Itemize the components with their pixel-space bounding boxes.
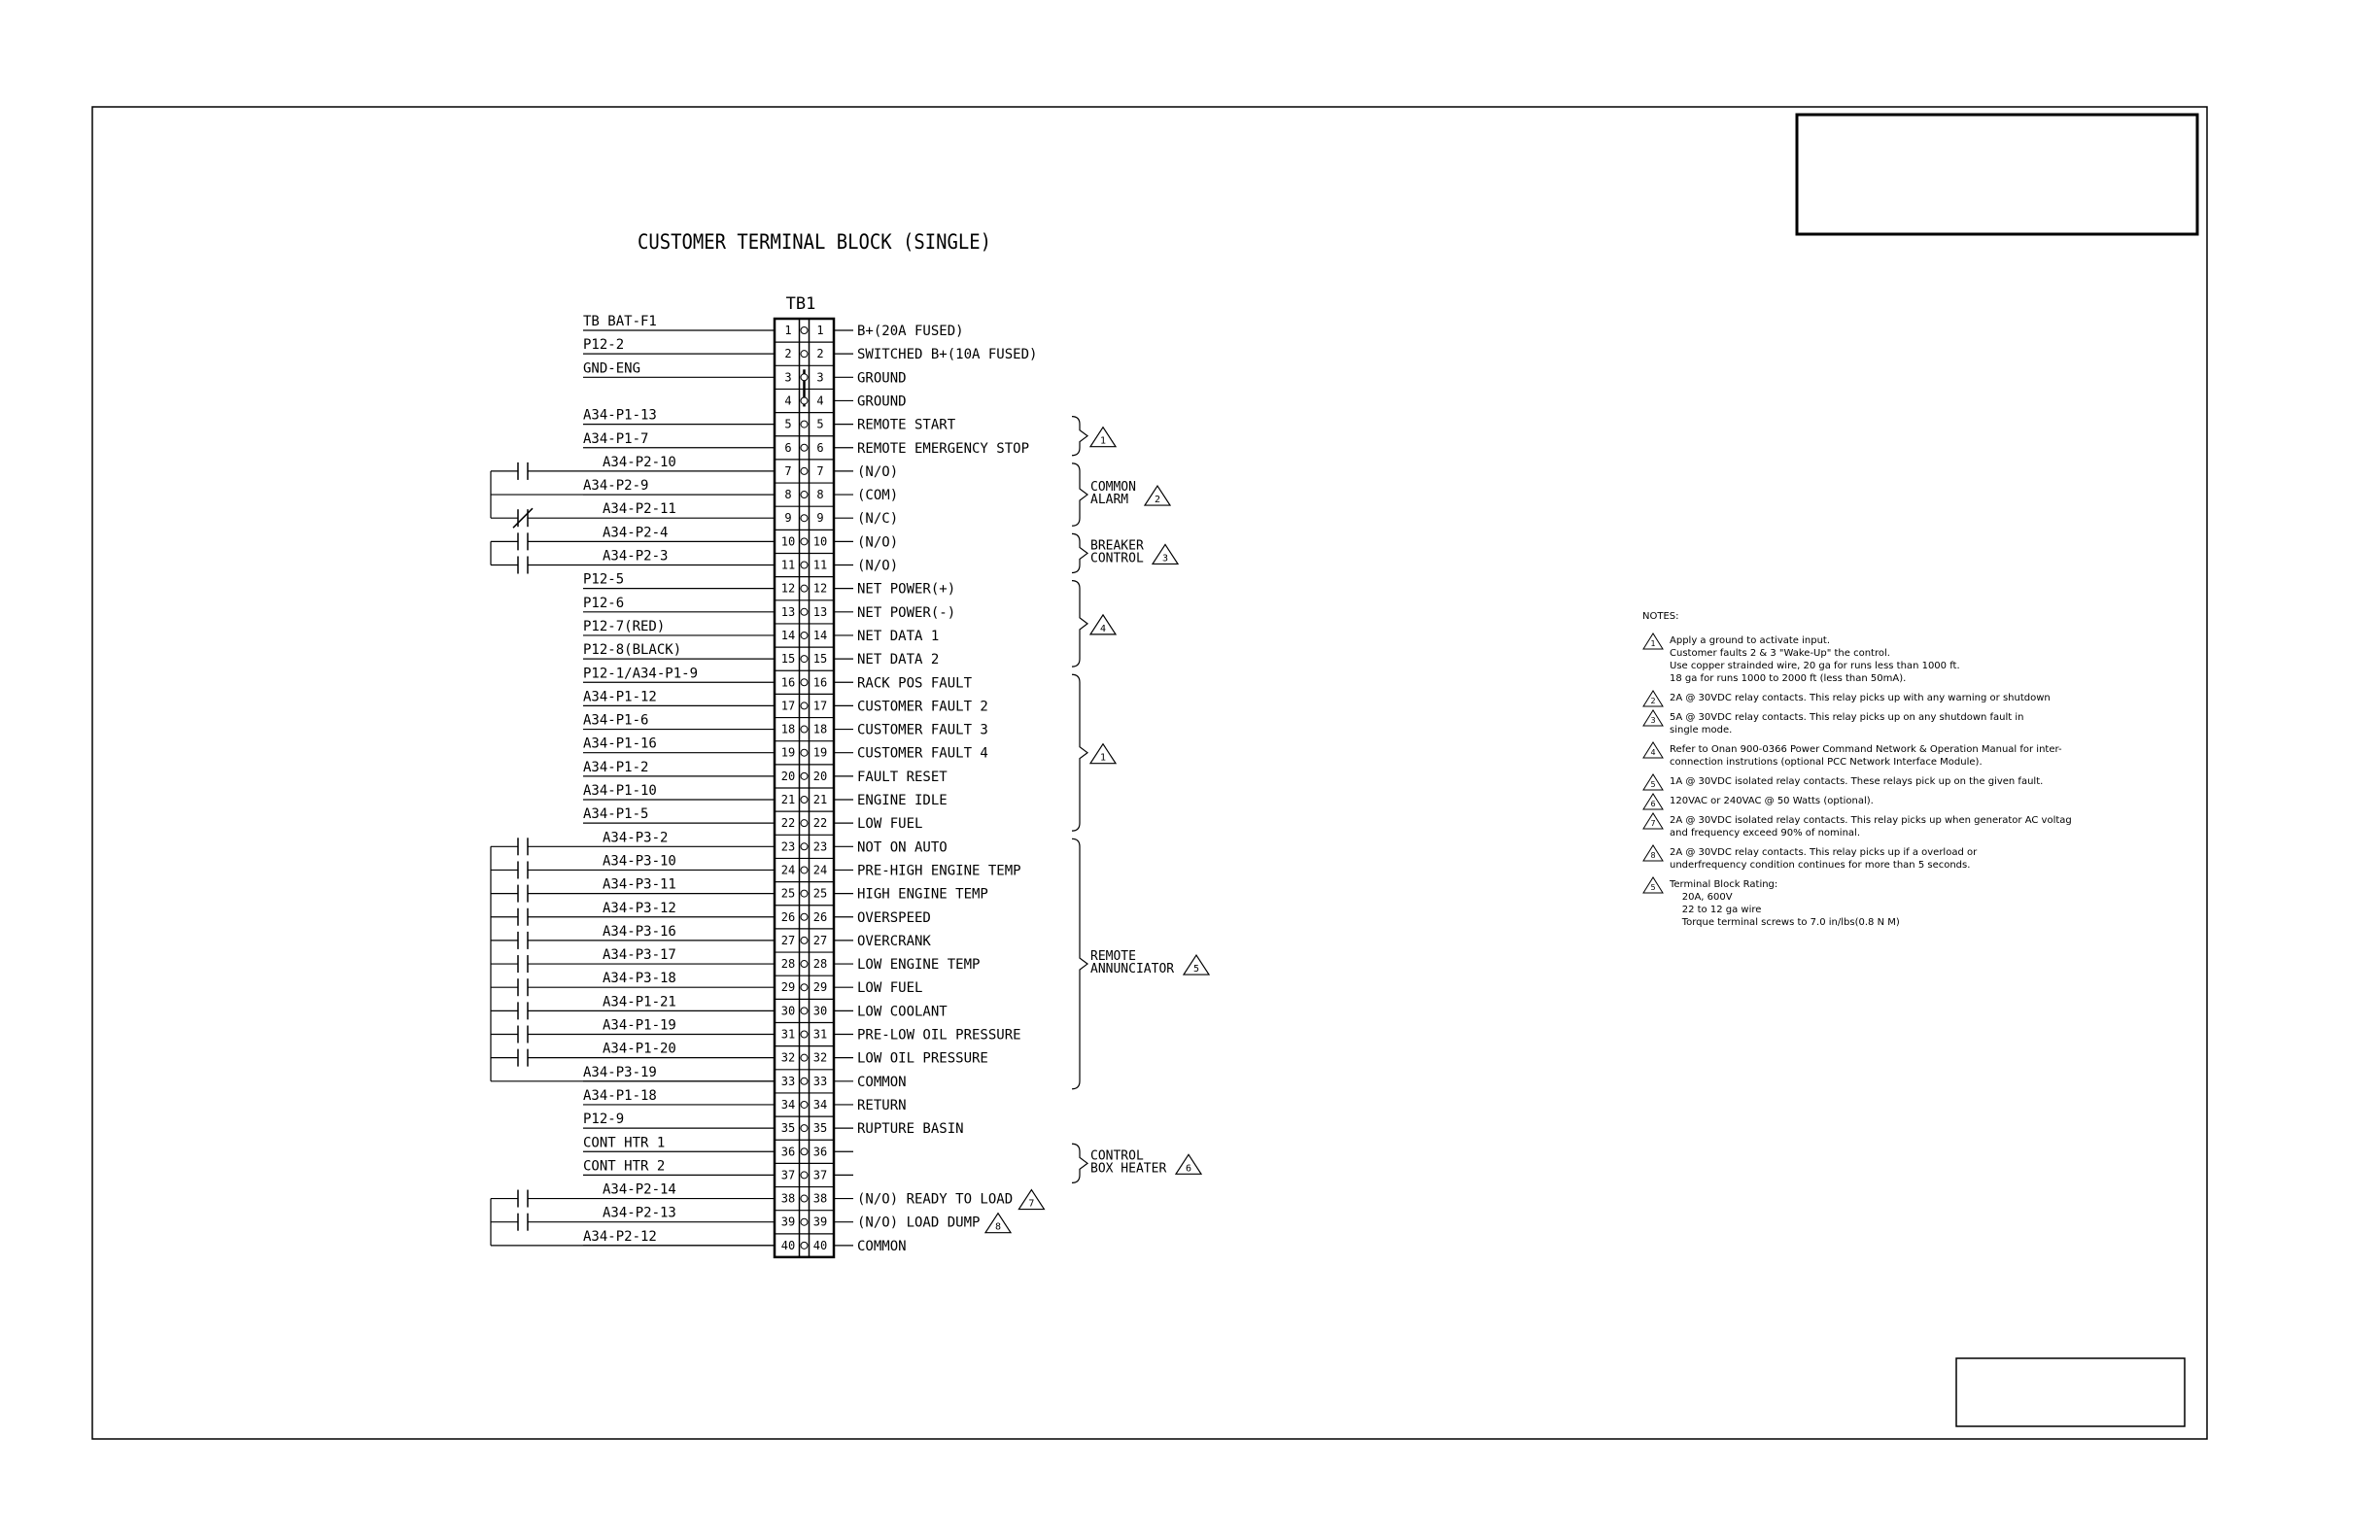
terminal-number-right: 6 [816,440,824,455]
terminal-function-label: (N/O) [857,534,899,551]
note-text-line: Use copper strainded wire, 20 ga for runs less than 1000 ft. [1670,661,1960,671]
group-note-marker-number: 2 [1154,495,1161,506]
terminal-number-left: 24 [780,863,796,877]
left-wire-label: A34-P3-17 [603,947,676,964]
terminal-number-right: 7 [816,463,824,478]
terminal-number-right: 3 [816,370,824,385]
note-text-line: single mode. [1670,725,1733,736]
terminal-number-left: 33 [780,1074,796,1088]
note-marker-number: 1 [1650,639,1656,648]
terminal-number-left: 11 [780,558,796,572]
group-brace [1072,1144,1087,1182]
terminal-number-right: 18 [812,722,828,736]
terminal-number-right: 29 [812,980,828,995]
terminal-number-left: 28 [780,957,796,972]
left-wire-label: A34-P1-20 [603,1041,676,1057]
terminal-number-left: 2 [784,347,792,361]
terminal-number-right: 35 [812,1121,828,1136]
terminal-number-left: 38 [780,1191,796,1206]
note-text-line: 2A @ 30VDC isolated relay contacts. This relay picks up when generator AC voltag [1670,815,2072,826]
terminal-number-right: 31 [812,1027,828,1042]
terminal-screw-icon [801,351,808,358]
group-label-line1: COMMON [1090,480,1136,496]
note-marker [1642,633,1664,650]
terminal-number-right: 21 [812,793,828,806]
note-text-line: 18 ga for runs 1000 to 2000 ft (less than 50mA). [1670,673,1907,684]
terminal-number-right: 39 [812,1215,828,1229]
note-text-line: Terminal Block Rating: [1670,879,1778,890]
inline-note-marker-number: 7 [1028,1198,1035,1210]
terminal-number-left: 17 [780,699,796,713]
terminal-number-right: 15 [812,652,828,667]
terminal-number-right: 28 [812,957,828,972]
note-item [1642,846,2187,872]
terminal-number-right: 2 [816,347,824,361]
terminal-function-label: OVERSPEED [857,909,931,926]
terminal-function-label: (COM) [857,488,899,504]
note-marker-number: 5 [1650,883,1656,892]
terminal-screw-icon [801,1031,808,1038]
note-marker [1642,741,1664,759]
title-box [1797,115,2197,234]
terminal-number-left: 25 [780,886,796,901]
terminal-number-left: 35 [780,1121,796,1136]
note-text-line: Apply a ground to activate input. [1670,635,1831,646]
terminal-function-label: (N/C) [857,511,899,528]
left-wire-label: A34-P1-16 [583,736,657,752]
terminal-screw-icon [801,562,808,568]
left-wire-label: A34-P3-19 [583,1064,657,1080]
left-wire-label: GND-ENG [583,360,641,377]
terminal-function-label: NET POWER(+) [857,581,956,598]
left-wire-label: A34-P1-10 [583,783,657,799]
terminal-function-label: FAULT RESET [857,769,948,785]
note-item [1642,775,2187,788]
terminal-screw-icon [801,632,808,638]
note-marker [1642,690,1664,707]
terminal-function-label: LOW FUEL [857,816,923,833]
note-marker [1642,812,1664,830]
note-text-line: Torque terminal screws to 7.0 in/lbs(0.8 N M) [1670,917,1900,928]
terminal-number-right: 19 [812,745,828,760]
terminal-number-right: 16 [812,675,828,690]
terminal-screw-icon [801,327,808,334]
group-note-marker-number: 6 [1185,1163,1192,1175]
terminal-function-label: REMOTE START [857,417,956,433]
terminal-number-left: 32 [780,1050,796,1065]
terminal-screw-icon [801,797,808,804]
terminal-screw-icon [801,1148,808,1155]
terminal-number-left: 39 [780,1215,796,1229]
note-marker-number: 3 [1650,716,1656,725]
terminal-screw-icon [801,608,808,615]
terminal-screw-icon [801,1078,808,1084]
terminal-number-right: 11 [812,558,828,572]
note-text-line: 2A @ 30VDC relay contacts. This relay picks up if a overload or [1670,847,1978,858]
terminal-function-label: PRE-LOW OIL PRESSURE [857,1027,1021,1044]
note-text-line: underfrequency condition continues for more than 5 seconds. [1670,860,1971,871]
terminal-number-left: 36 [780,1145,796,1159]
group-label-line2: CONTROL [1090,551,1144,566]
left-wire-label: P12-1/A34-P1-9 [583,666,699,682]
terminal-number-left: 5 [784,417,792,431]
group-note-marker-number: 5 [1192,964,1200,975]
group-brace [1072,674,1087,831]
terminal-number-left: 8 [784,488,792,502]
terminal-function-label: GROUND [857,370,907,387]
left-wire-label: A34-P3-2 [603,830,669,846]
terminal-number-left: 7 [784,463,792,478]
terminal-function-label: LOW FUEL [857,980,923,997]
left-wire-label: P12-7(RED) [583,618,666,634]
terminal-function-label: SWITCHED B+(10A FUSED) [857,347,1038,363]
terminal-function-label: (N/O) READY TO LOAD [857,1191,1014,1208]
terminal-number-right: 1 [816,324,824,337]
left-wire-label: A34-P2-14 [603,1181,676,1198]
terminal-number-right: 36 [812,1145,828,1159]
terminal-screw-icon [801,1242,808,1249]
left-wire-label: A34-P1-6 [583,712,649,729]
terminal-screw-icon [801,726,808,733]
terminal-screw-icon [801,467,808,474]
left-wire-label: P12-2 [583,337,625,354]
note-text-line: 20A, 600V [1670,892,1733,903]
note-text-line: Customer faults 2 & 3 "Wake-Up" the control. [1670,648,1890,659]
terminal-screw-icon [801,1101,808,1108]
revision-box [1956,1358,2185,1426]
left-wire-label: A34-P1-19 [603,1017,676,1034]
terminal-function-label: CUSTOMER FAULT 3 [857,722,988,738]
terminal-number-right: 30 [812,1004,828,1018]
note-text-line: 2A @ 30VDC relay contacts. This relay picks up with any warning or shutdown [1670,693,2051,703]
terminal-screw-icon [801,937,808,943]
terminal-screw-icon [801,585,808,592]
left-wire-label: A34-P2-3 [603,548,669,565]
terminal-screw-icon [801,1125,808,1132]
group-brace [1072,417,1087,456]
terminal-number-left: 12 [780,581,796,596]
group-note-marker-number: 4 [1099,623,1107,634]
note-marker-number: 7 [1650,819,1656,828]
terminal-number-left: 19 [780,745,796,760]
terminal-number-right: 10 [812,534,828,549]
note-marker [1642,876,1664,894]
left-wire-label: A34-P1-12 [583,689,657,705]
notes-title: NOTES: [1642,611,1679,622]
terminal-number-right: 5 [816,417,824,431]
terminal-number-left: 37 [780,1168,796,1182]
terminal-number-right: 32 [812,1050,828,1065]
terminal-block [491,314,1209,1257]
terminal-number-right: 12 [812,581,828,596]
note-text-line: 5A @ 30VDC relay contacts. This relay picks up on any shutdown fault in [1670,712,2024,723]
terminal-number-left: 14 [780,628,796,642]
group-brace [1072,533,1087,572]
terminal-function-label: (N/O) [857,558,899,574]
notes-panel [1642,610,2187,936]
terminal-screw-icon [801,772,808,779]
terminal-number-right: 22 [812,816,828,831]
note-marker [1642,709,1664,727]
terminal-function-label: HIGH ENGINE TEMP [857,886,988,903]
left-wire-label: P12-9 [583,1112,625,1128]
terminal-screw-icon [801,890,808,897]
terminal-number-right: 13 [812,604,828,619]
note-marker-number: 4 [1650,748,1656,757]
terminal-function-label: CUSTOMER FAULT 4 [857,745,988,762]
group-brace [1072,838,1087,1089]
terminal-number-right: 23 [812,839,828,854]
terminal-screw-icon [801,867,808,873]
left-wire-label: A34-P2-13 [603,1205,676,1221]
terminal-number-right: 34 [812,1097,828,1112]
terminal-number-left: 15 [780,652,796,667]
note-item [1642,711,2187,736]
left-wire-label: A34-P1-13 [583,407,657,424]
group-note-marker-number: 1 [1099,435,1107,447]
left-wire-label: A34-P3-12 [603,900,676,916]
terminal-function-label: (N/O) LOAD DUMP [857,1215,981,1231]
terminal-number-left: 22 [780,816,796,831]
terminal-number-left: 20 [780,769,796,783]
group-label-line2: ALARM [1090,493,1129,508]
left-wire-label: P12-8(BLACK) [583,642,682,659]
group-label-line1: REMOTE [1090,949,1136,965]
terminal-screw-icon [801,984,808,991]
terminal-number-right: 40 [812,1238,828,1252]
note-marker-number: 2 [1650,697,1656,705]
left-wire-label: A34-P3-16 [603,923,676,940]
terminal-number-right: 8 [816,488,824,502]
left-wire-label: TB BAT-F1 [583,314,657,329]
left-wire-label: A34-P2-12 [583,1228,657,1245]
note-item [1642,743,2187,769]
terminal-function-label: COMMON [857,1238,907,1254]
left-wire-label: A34-P1-21 [603,994,676,1010]
terminal-function-label: LOW COOLANT [857,1004,948,1020]
terminal-screw-icon [801,679,808,686]
diagram-title: CUSTOMER TERMINAL BLOCK (SINGLE) [638,230,991,254]
left-wire-label: CONT HTR 1 [583,1135,666,1151]
note-marker-number: 6 [1650,800,1656,808]
terminal-function-label: REMOTE EMERGENCY STOP [857,440,1030,457]
left-wire-label: CONT HTR 2 [583,1158,666,1175]
terminal-screw-icon [801,1195,808,1202]
terminal-screw-icon [801,702,808,709]
terminal-screw-icon [801,1008,808,1014]
group-label-line1: CONTROL [1090,1148,1144,1164]
left-wire-label: A34-P2-10 [603,454,676,470]
terminal-function-label: B+(20A FUSED) [857,324,964,339]
terminal-function-label: COMMON [857,1074,907,1090]
terminal-function-label: RUPTURE BASIN [857,1121,964,1138]
terminal-number-left: 3 [784,370,792,385]
note-item [1642,814,2187,839]
left-wire-label: A34-P1-5 [583,806,649,823]
group-brace [1072,463,1087,526]
left-wire-label: A34-P3-18 [603,971,676,987]
note-marker-number: 8 [1650,851,1656,860]
note-text-line: 120VAC or 240VAC @ 50 Watts (optional). [1670,796,1874,806]
terminal-number-left: 10 [780,534,796,549]
terminal-function-label: OVERCRANK [857,933,931,949]
group-label-line2: ANNUNCIATOR [1090,962,1175,977]
terminal-number-right: 33 [812,1074,828,1088]
left-wire-label: A34-P2-4 [603,525,669,541]
terminal-number-right: 24 [812,863,828,877]
left-wire-label: A34-P1-2 [583,759,649,775]
notes-list [1642,634,2187,929]
group-brace [1072,581,1087,667]
terminal-function-label: LOW OIL PRESSURE [857,1050,988,1067]
note-item [1642,795,2187,807]
terminal-number-left: 4 [784,394,792,408]
group-note-marker-number: 3 [1161,553,1169,565]
note-text-line: and frequency exceed 90% of nominal. [1670,828,1860,838]
left-wire-label: P12-6 [583,595,625,611]
group-label-line1: BREAKER [1090,538,1144,554]
terminal-screw-icon [801,374,808,381]
terminal-function-label: GROUND [857,394,907,410]
note-text-line: connection instrutions (optional PCC Network Interface Module). [1670,757,1983,768]
note-item [1642,692,2187,704]
terminal-screw-icon [801,444,808,451]
terminal-function-label: RACK POS FAULT [857,675,973,692]
note-text-line: 1A @ 30VDC isolated relay contacts. These relays pick up on the given fault. [1670,776,2044,787]
terminal-number-left: 16 [780,675,796,690]
left-wire-label: P12-5 [583,571,625,588]
terminal-screw-icon [801,1054,808,1061]
terminal-number-left: 21 [780,793,796,806]
terminal-function-label: CUSTOMER FAULT 2 [857,699,988,715]
terminal-function-label: (N/O) [857,463,899,480]
terminal-number-right: 9 [816,511,824,526]
terminal-screw-icon [801,538,808,545]
terminal-screw-icon [801,913,808,920]
terminal-number-left: 18 [780,722,796,736]
group-note-marker-number: 1 [1099,752,1107,764]
terminal-screw-icon [801,515,808,522]
terminal-number-left: 13 [780,604,796,619]
left-wire-label: A34-P3-11 [603,876,676,893]
terminal-function-label: ENGINE IDLE [857,793,948,808]
terminal-number-right: 14 [812,628,828,642]
note-marker [1642,773,1664,791]
terminal-number-left: 23 [780,839,796,854]
terminal-number-right: 25 [812,886,828,901]
left-wire-label: A34-P3-10 [603,853,676,870]
terminal-screw-icon [801,421,808,428]
left-wire-label: A34-P1-18 [583,1087,657,1104]
terminal-number-left: 9 [784,511,792,526]
terminal-number-left: 27 [780,933,796,947]
left-wire-label: A34-P2-11 [603,501,676,518]
terminal-screw-icon [801,843,808,850]
group-label-line2: BOX HEATER [1090,1161,1167,1177]
terminal-number-left: 30 [780,1004,796,1018]
terminal-screw-icon [801,1218,808,1225]
terminal-function-label: PRE-HIGH ENGINE TEMP [857,863,1021,879]
terminal-number-right: 37 [812,1168,828,1182]
terminal-screw-icon [801,1172,808,1179]
terminal-function-label: NET DATA 2 [857,652,940,668]
terminal-number-left: 40 [780,1238,796,1252]
terminal-screw-icon [801,656,808,663]
inline-note-marker-number: 8 [994,1221,1002,1233]
note-text-line: 22 to 12 ga wire [1670,905,1762,915]
note-text-line: Refer to Onan 900-0366 Power Command Network & Operation Manual for inter- [1670,744,2062,755]
terminal-number-left: 1 [784,324,792,337]
terminal-number-left: 29 [780,980,796,995]
terminal-screw-icon [801,961,808,968]
terminal-number-right: 20 [812,769,828,783]
terminal-function-label: NET POWER(-) [857,604,956,621]
note-item [1642,634,2187,685]
note-marker [1642,844,1664,862]
note-marker [1642,793,1664,810]
terminal-screw-icon [801,397,808,404]
terminal-number-left: 34 [780,1097,796,1112]
terminal-screw-icon [801,749,808,756]
terminal-number-right: 26 [812,909,828,924]
terminal-number-right: 38 [812,1191,828,1206]
terminal-number-left: 26 [780,909,796,924]
terminal-function-label: LOW ENGINE TEMP [857,957,981,974]
terminal-function-label: NOT ON AUTO [857,839,948,856]
note-marker-number: 5 [1650,780,1656,789]
terminal-number-left: 6 [784,440,792,455]
note-item [1642,878,2187,929]
left-wire-label: A34-P1-7 [583,430,649,447]
terminal-screw-icon [801,492,808,498]
terminal-block-label: TB1 [785,294,816,314]
terminal-number-left: 31 [780,1027,796,1042]
terminal-screw-icon [801,820,808,827]
left-wire-label: A34-P2-9 [583,478,649,495]
terminal-function-label: NET DATA 1 [857,628,940,644]
terminal-function-label: RETURN [857,1097,907,1113]
terminal-number-right: 17 [812,699,828,713]
terminal-number-right: 27 [812,933,828,947]
terminal-number-right: 4 [816,394,824,408]
